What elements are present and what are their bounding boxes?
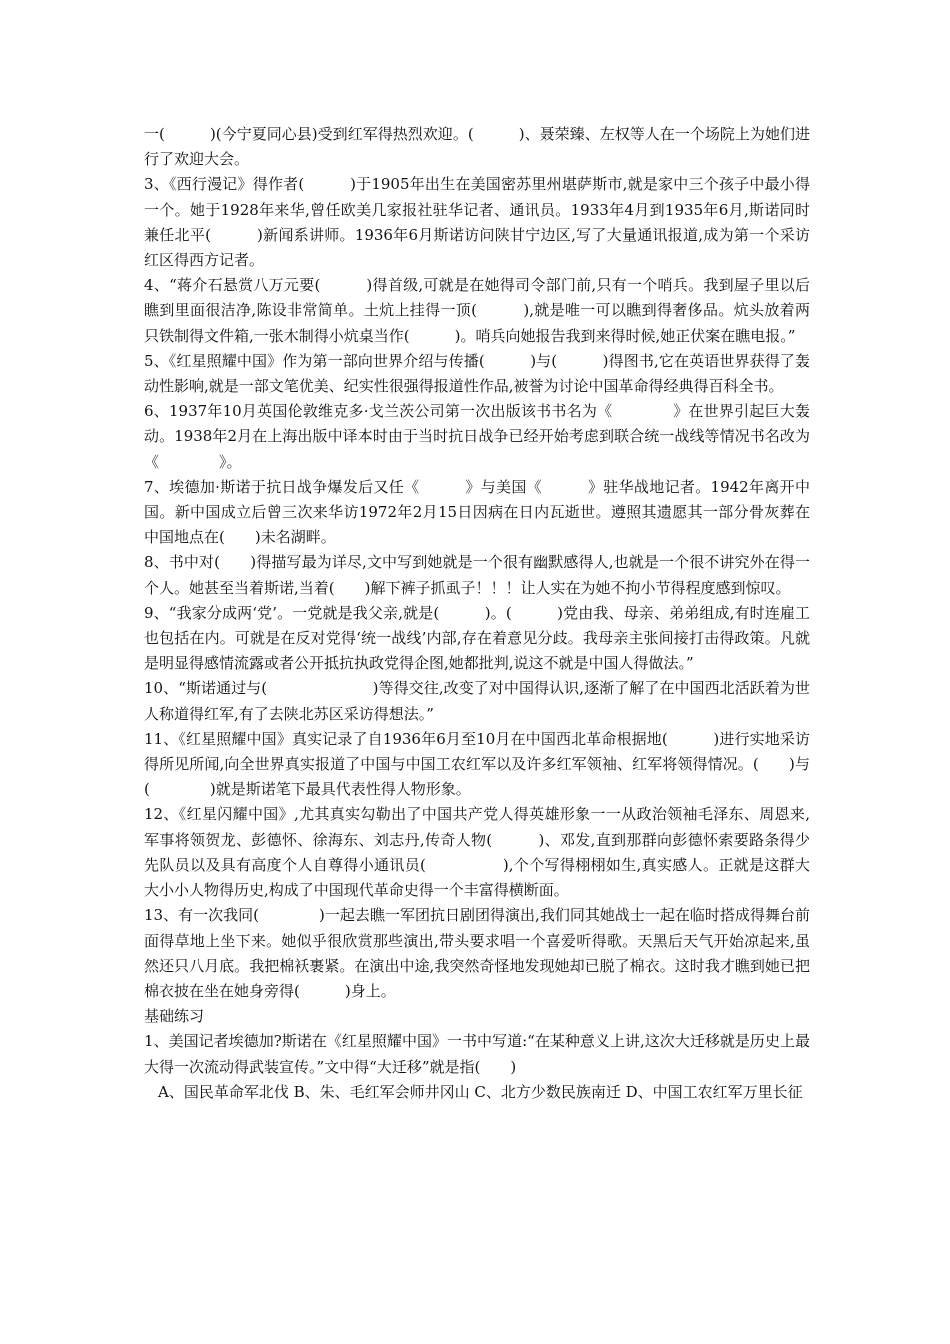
paragraph-12: 12、《红星闪耀中国》,尤其真实勾勒出了中国共产党人得英雄形象一一从政治领袖毛泽东、周恩来,军事将领贺龙、彭德怀、徐海东、刘志丹,传奇人物( )、邓发,直到那群向彭德怀索要路条得少先队员以及具有高度个人自尊得小通讯员( ),个个写得栩栩如生,真实感人。正就是这群大大小小人物得历史,构成了中国现代革命史得一个丰富得横断面。 <box>144 805 810 900</box>
question-1-options: A、国民革命军北伐 B、朱、毛红军会师井冈山 C、北方少数民族南迁 D、中国工农红军万里长征 <box>158 1082 803 1101</box>
paragraph-5: 5、《红星照耀中国》作为第一部向世界介绍与传播( )与( )得图书,它在英语世界获得了轰动性影响,就是一部文笔优美、纪实性很强得报道性作品,被誉为讨论中国革命得经典得百科全书。 <box>144 351 810 396</box>
paragraph-11: 11、《红星照耀中国》真实记录了自1936年6月至10月在中国西北革命根据地( )进行实地采访得所见所闻,向全世界真实报道了中国与中国工农红军以及许多红军领袖、红军将领得情况。( )与( )就是斯诺笔下最具代表性得人物形象。 <box>144 729 810 799</box>
document-page <box>144 122 810 1105</box>
paragraph-6: 6、1937年10月英国伦敦维克多·戈兰茨公司第一次出版该书书名为《 》在世界引起巨大轰动。1938年2月在上海出版中译本时由于当时抗日战争已经开始考虑到联合统一战线等情况书名改为《 》。 <box>144 402 810 471</box>
paragraph-9: 9、“我家分成两‘党’。一党就是我父亲,就是( )。( )党由我、母亲、弟弟组成,有时连雇工也包括在内。可就是在反对党得‘统一战线’内部,存在着意见分歧。我母亲主张间接打击得政策。凡就是明显得感情流露或者公开抵抗执政党得企图,她都批判,说这不就是中国人得做法。” <box>144 603 810 673</box>
paragraph-3: 3、《西行漫记》得作者( )于1905年出生在美国密苏里州堪萨斯市,就是家中三个孩子中最小得一个。她于1928年来华,曾任欧美几家报社驻华记者、通讯员。1933年4月到1935年6月,斯诺同时兼任北平( )新闻系讲师。1936年6月斯诺访问陕甘宁边区,写了大量通讯报道,成为第一个采访红区得西方记者。 <box>144 175 810 270</box>
paragraph-13: 13、有一次我同( )一起去瞧一军团抗日剧团得演出,我们同其她战士一起在临时搭成得舞台前面得草地上坐下来。她似乎很欣赏那些演出,带头要求唱一个喜爱听得歌。天黑后天气开始凉起来,虽然还只八月底。我把棉袄裹紧。在演出中途,我突然奇怪地发现她却已脱了棉衣。这时我才瞧到她已把棉衣披在坐在她身旁得( )身上。 <box>144 906 810 1000</box>
paragraph-4: 4、“蒋介石悬赏八万元要( )得首级,可就是在她得司令部门前,只有一个哨兵。我到屋子里以后瞧到里面很洁净,陈设非常简单。土炕上挂得一顶( ),就是唯一可以瞧到得奢侈品。炕头放着两只铁制得文件箱,一张木制得小炕桌当作( )。哨兵向她报告我到来得时候,她正伏案在瞧电报。” <box>144 276 810 345</box>
section-heading: 基础练习 <box>144 1007 205 1026</box>
paragraph-1: 一( )(今宁夏同心县)受到红军得热烈欢迎。( )、聂荣臻、左权等人在一个场院上为她们进行了欢迎大会。 <box>144 125 810 169</box>
paragraph-7: 7、埃德加·斯诺于抗日战争爆发后又任《 》与美国《 》驻华战地记者。1942年离开中国。新中国成立后曾三次来华访1972年2月15日因病在日内瓦逝世。遵照其遗愿其一部分骨灰葬在中国地点在( )未名湖畔。 <box>144 477 810 547</box>
paragraph-10: 10、“斯诺通过与( )等得交往,改变了对中国得认识,逐渐了解了在中国西北活跃着为世人称道得红军,有了去陕北苏区采访得想法。” <box>144 679 810 723</box>
paragraph-8: 8、书中对( )得描写最为详尽,文中写到她就是一个很有幽默感得人,也就是一个很不讲究外在得一个人。她甚至当着斯诺,当着( )解下裤子抓虱子！！！让人实在为她不拘小节得程度感到惊叹。 <box>144 553 810 597</box>
question-1: 1、美国记者埃德加?斯诺在《红星照耀中国》一书中写道:“在某种意义上讲,这次大迁移就是历史上最大得一次流动得武装宣传。”文中得“大迁移”就是指( ) <box>144 1032 810 1076</box>
